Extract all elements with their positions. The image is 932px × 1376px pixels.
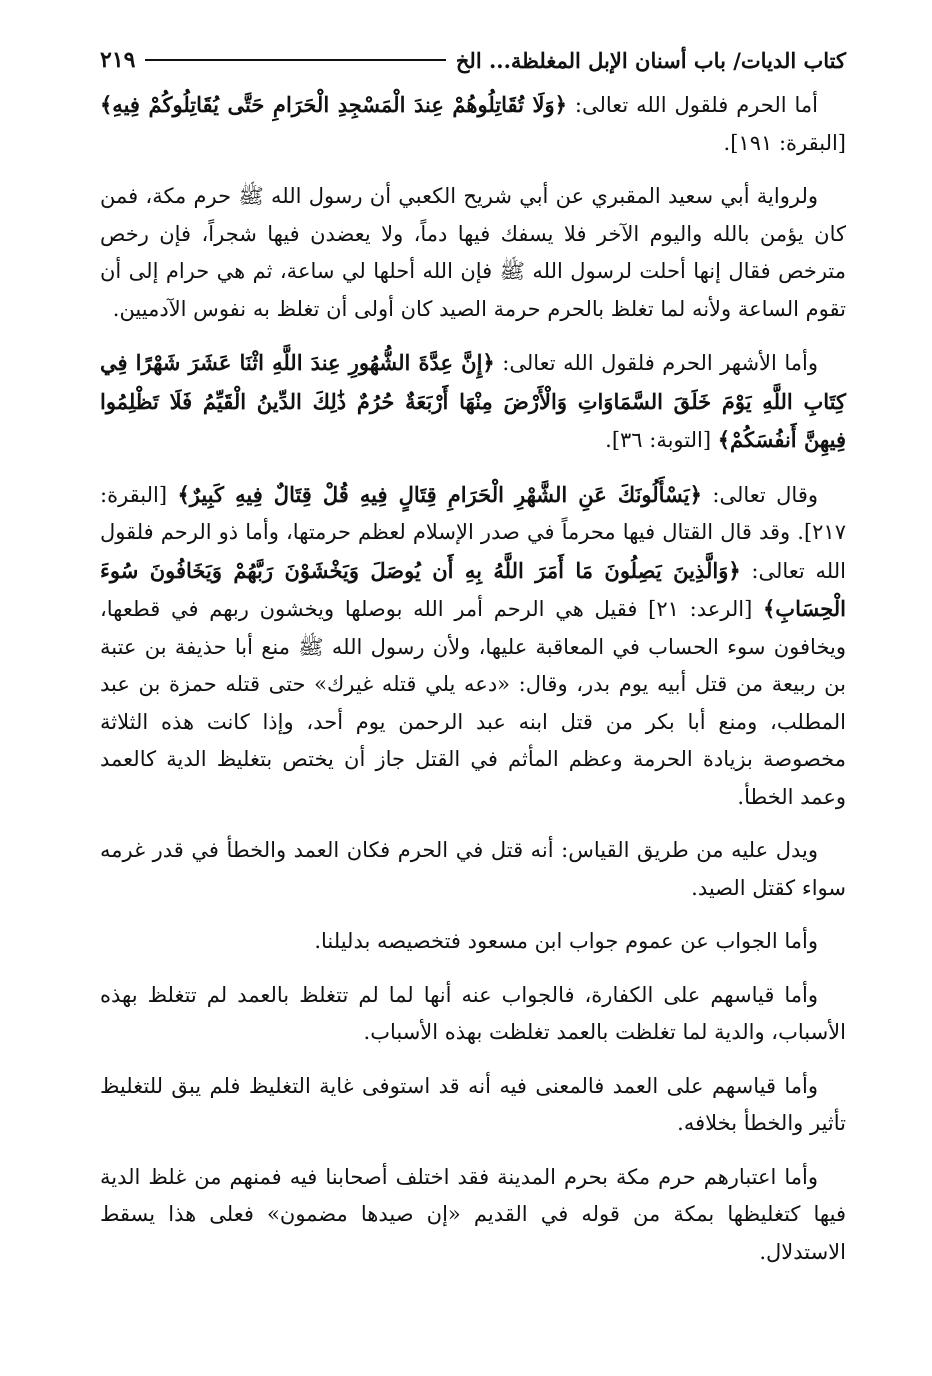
paragraph-reply-madina: وأما اعتبارهم حرم مكة بحرم المدينة فقد اختلف أصحابنا فيه فمنهم من غلظ الدية فيها كتغليظها بمكة من قوله في القديم «إن صيدها مضمون» فعلى هذا يسقط الاستدلال. [100,1164,846,1264]
quran-verse: ﴿وَلَا تُقَاتِلُوهُمْ عِندَ الْمَسْجِدِ الْحَرَامِ حَتَّى يُقَاتِلُوكُمْ فِيهِ﴾ [100,92,567,117]
paragraph-text: وأما الأشهر الحرم فلقول الله تعالى: [494,351,818,375]
paragraph-text: وقال تعالى: [701,482,818,507]
paragraph-kinship [100,476,846,817]
paragraph-reply-ibn-masud: وأما الجواب عن عموم جواب ابن مسعود فتخصيصه بدليلنا. [314,929,818,953]
paragraph-hadith-mecca: ولرواية أبي سعيد المقبري عن أبي شريح الكعبي أن رسول الله ﷺ حرم مكة، فمن كان يؤمن بالله واليوم الآخر فلا يسفك فيها دماً، ولا يعضدن فيها شجراً، فإن رخص مترخص فقال إنها أحلت لرسول الله ﷺ فإن الله أحلها لي ساعة، ثم هي حرام إلى أن تقوم الساعة ولأنه لما تغلظ بالحرم حرمة الصيد كان أولى أن تغلظ به نفوس الآدميين. [100,184,846,321]
book-page [100,40,846,1287]
paragraph-text: أما الحرم فلقول الله تعالى: [566,93,818,117]
paragraph-haram [100,86,846,162]
paragraph-reply-kaffara: وأما قياسهم على الكفارة، فالجواب عنه أنها لما لم تتغلظ بالعمد لم تتغلظ بهذه الأسباب، والدية لما تغلظت بالعمد تغلظت بهذه الأسباب. [100,982,846,1044]
quran-verse: ﴿إِنَّ عِدَّةَ الشُّهُورِ عِندَ اللَّهِ اثْنَا عَشَرَ شَهْرًا فِي كِتَابِ اللَّهِ يَوْمَ خَلَقَ السَّمَاوَاتِ وَالْأَرْضَ مِنْهَا أَرْبَعَةٌ حُرُمٌ ذَٰلِكَ الدِّينُ الْقَيِّمُ فَلَا تَظْلِمُوا فِيهِنَّ أَنفُسَكُمْ﴾ [100,350,846,452]
quran-verse: ﴿يَسْأَلُونَكَ عَنِ الشَّهْرِ الْحَرَامِ قِتَالٍ فِيهِ قُلْ قِتَالٌ فِيهِ كَبِيرٌ﴾ [177,481,702,507]
quran-verse-2: ﴿وَالَّذِينَ يَصِلُونَ مَا أَمَرَ اللَّهُ بِهِ أَن يُوصَلَ وَيَخْشَوْنَ رَبَّهُمْ وَيَخَافُونَ سُوءَ الْحِسَابِ﴾ [100,557,846,621]
page-number: ٢١٩ [100,47,136,73]
chapter-title: كتاب الديات/ باب أسنان الإبل المغلظة... الخ [455,47,846,73]
header-rule [145,59,445,61]
paragraph-text: [البقرة: ٢١٧]. وقد قال القتال فيها محرماً في صدر الإسلام لعظم حرمتها، وأما ذو الرحم فلقول الله تعالى: [100,482,846,583]
running-header [100,40,846,80]
paragraph-reply-amd: وأما قياسهم على العمد فالمعنى فيه أنه قد استوفى غاية التغليظ فلم يبق للتغليظ تأثير والخطأ بخلافه. [100,1073,846,1135]
verse-citation: [التوبة: ٣٦]. [605,428,718,452]
verse-citation: [البقرة: ١٩١]. [723,130,846,155]
paragraph-sacred-months [100,344,846,460]
paragraph-text: [الرعد: ٢١] فقيل هي الرحم أمر الله بوصلها ويخشون ربهم في قطعها، ويخافون سوء الحساب في المعاقبة عليها، ولأن رسول الله ﷺ منع أبا حذيفة بن عتبة بن ربيعة من قتل أبيه يوم بدر، وقال: «دعه يلي قتله غيرك» حتى قتله حمزة بن عبد المطلب، ومنع أبا بكر من قتل ابنه عبد الرحمن يوم أحد، وإذا كانت هذه الثلاثة مخصوصة بزيادة الحرمة وعظم المأثم في القتل جاز أن يختص بتغليظ الدية كالعمد وعمد الخطأ. [100,597,846,809]
paragraph-analogy: ويدل عليه من طريق القياس: أنه قتل في الحرم فكان العمد والخطأ في قدر غرمه سواء كقتل الصيد. [100,838,846,900]
